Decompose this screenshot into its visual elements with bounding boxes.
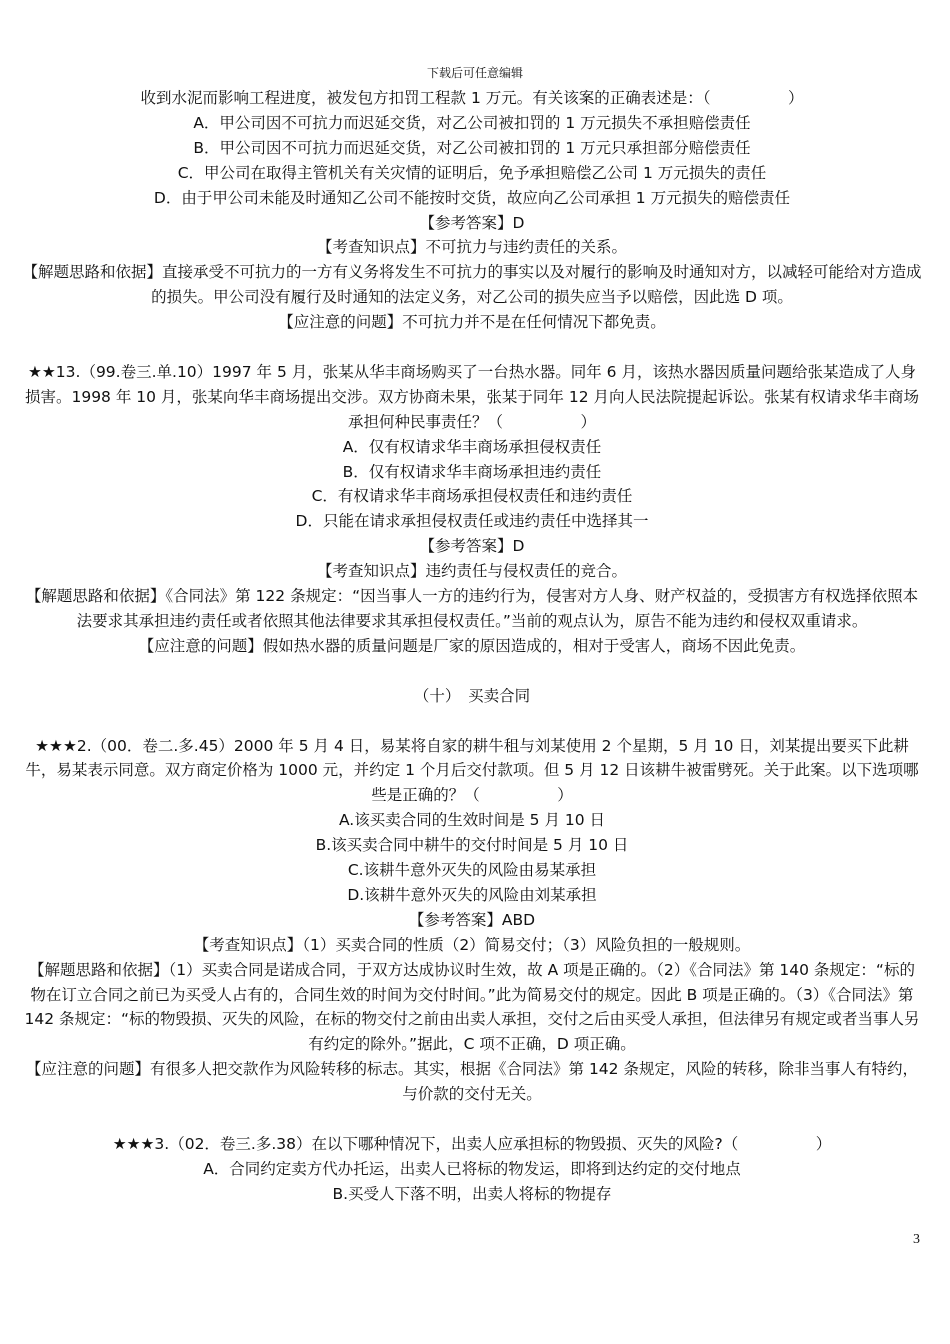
q13-knowledge: 【考查知识点】违约责任与侵权责任的竞合。 [316, 562, 627, 581]
q13-option-a: A．仅有权请求华丰商场承担侵权责任 [342, 437, 602, 456]
q2-reasoning: 【解题思路和依据】（1）买卖合同是诺成合同，于双方达成协议时生效，故 A 项是正确的。（2）《合同法》第 140 条规定：“标的物在订立合同之前已为买受人占有的，合同生效的时间为交付时间。”此为简易交付的规定。因此 B 项是正确的。（3）《合同法》第 142 条规定：“标的物毁损、灭失的风险，在标的物交付之前由出卖人承担，交付之后由买受人承担，但法律另有规定或者当事人另有约定的除外。”据此，C 项不正确，D 项正确。 [24, 960, 920, 1054]
q12-note: 【应注意的问题】不可抗力并不是在任何情况下都免责。 [278, 313, 666, 332]
q12-reasoning: 【解题思路和依据】直接承受不可抗力的一方有义务将发生不可抗力的事实以及对履行的影响及时通知对方，以减轻可能给对方造成的损失。甲公司没有履行及时通知的法定义务，对乙公司的损失应当予以赔偿，因此选 D 项。 [22, 263, 922, 307]
q2-answer: 【参考答案】ABD [408, 910, 536, 929]
page-header: 下载后可任意编辑 [426, 66, 523, 80]
q12-option-c: C．甲公司在取得主管机关有关灾情的证明后，免予承担赔偿乙公司 1 万元损失的责任 [177, 163, 767, 182]
q13-reasoning: 【解题思路和依据】《合同法》第 122 条规定：“因当事人一方的违约行为，侵害对方人身、财产权益的，受损害方有权选择依照本法要求其承担违约责任或者依照其他法律要求其承担侵权责任。”当前的观点认为，原告不能为违约和侵权双重请求。 [25, 587, 919, 631]
q2-option-a: A.该买卖合同的生效时间是 5 月 10 日 [338, 811, 606, 830]
q13-stem: ★★13.（99.卷三.单.10）1997 年 5 月，张某从华丰商场购买了一台热水器。同年 6 月，该热水器因质量问题给张某造成了人身损害。1998 年 10 月，张某向华丰商场提出交涉。双方协商未果，张某于同年 12 月向人民法院提起诉讼。张某有权请求华丰商场承担何种民事责任？（ ） [24, 362, 920, 431]
page-number: 3 [913, 1232, 920, 1247]
q2-option-c: C.该耕牛意外灭失的风险由易某承担 [347, 861, 597, 880]
q12-option-b: B．甲公司因不可抗力而迟延交货，对乙公司被扣罚的 1 万元只承担部分赔偿责任 [193, 138, 751, 157]
section-title: （十） 买卖合同 [413, 686, 531, 705]
document-body [22, 62, 922, 1207]
q13-note: 【应注意的问题】假如热水器的质量问题是厂家的原因造成的，相对于受害人，商场不因此免责。 [138, 636, 806, 655]
q12-answer: 【参考答案】D [419, 213, 525, 232]
q13-answer: 【参考答案】D [419, 537, 525, 556]
q3-option-a: A．合同约定卖方代办托运，出卖人已将标的物发运，即将到达约定的交付地点 [203, 1159, 741, 1178]
q12-option-a: A．甲公司因不可抗力而迟延交货，对乙公司被扣罚的 1 万元损失不承担赔偿责任 [193, 113, 751, 132]
q2-stem: ★★★2.（00．卷二.多.45）2000 年 5 月 4 日，易某将自家的耕牛租与刘某使用 2 个星期，5 月 10 日，刘某提出要买下此耕牛，易某表示同意。双方商定价格为 1000 元，并约定 1 个月后交付款项。但 5 月 12 日该耕牛被雷劈死。关于此案。以下选项哪些是正确的？（ ） [25, 736, 919, 805]
q3-stem: ★★★3.（02．卷三.多.38）在以下哪种情况下，出卖人应承担标的物毁损、灭失的风险?（ ） [112, 1135, 832, 1153]
q12-knowledge: 【考查知识点】不可抗力与违约责任的关系。 [316, 238, 627, 257]
q2-knowledge: 【考查知识点】（1）买卖合同的性质（2）简易交付；（3）风险负担的一般规则。 [193, 935, 751, 954]
q12-option-d: D．由于甲公司未能及时通知乙公司不能按时交货，故应向乙公司承担 1 万元损失的赔偿责任 [153, 188, 791, 207]
q13-option-b: B．仅有权请求华丰商场承担违约责任 [342, 462, 602, 481]
q12-stem-tail: 收到水泥而影响工程进度，被发包方扣罚工程款 1 万元。有关该案的正确表述是：（ ） [140, 89, 804, 107]
q13-option-c: C．有权请求华丰商场承担侵权责任和违约责任 [311, 487, 633, 506]
q13-option-d: D．只能在请求承担侵权责任或违约责任中选择其一 [295, 512, 649, 531]
q2-option-b: B.该买卖合同中耕牛的交付时间是 5 月 10 日 [315, 836, 629, 855]
q2-option-d: D.该耕牛意外灭失的风险由刘某承担 [347, 885, 597, 904]
q2-note: 【应注意的问题】有很多人把交款作为风险转移的标志。其实，根据《合同法》第 142 条规定，风险的转移，除非当事人有特约，与价款的交付无关。 [26, 1060, 918, 1104]
q3-option-b: B.买受人下落不明，出卖人将标的物提存 [332, 1184, 612, 1203]
